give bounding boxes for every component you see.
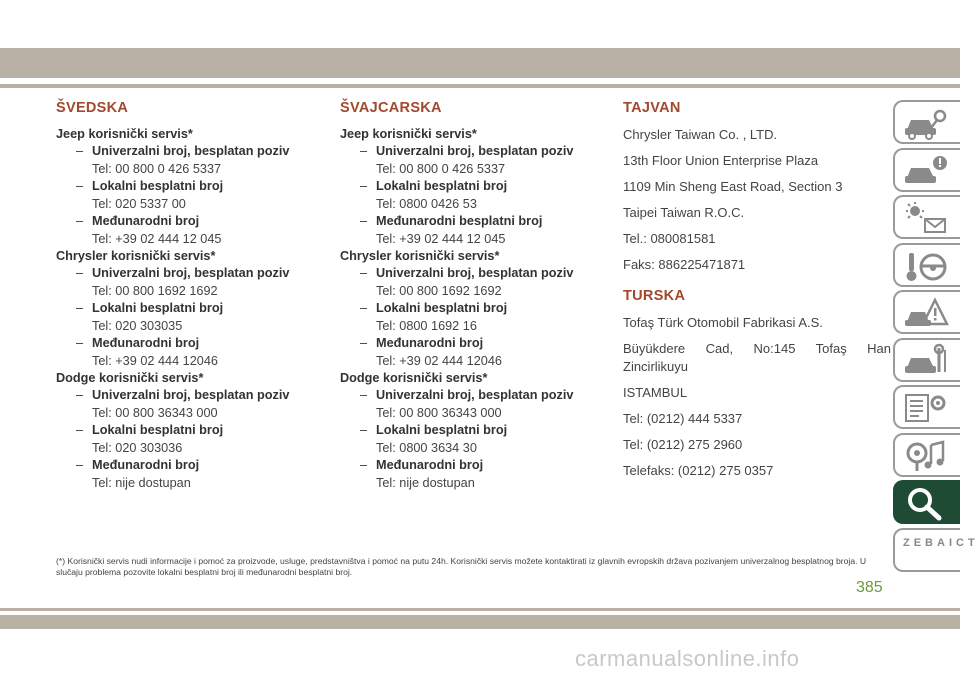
header-band bbox=[0, 48, 960, 78]
service-phone: Tel: 0800 0426 53 bbox=[376, 196, 477, 211]
service-phone: Tel: +39 02 444 12 045 bbox=[92, 231, 222, 246]
dash-bullet: – bbox=[360, 336, 368, 350]
car-warning-icon bbox=[903, 154, 949, 188]
section-taiwan-turkey bbox=[623, 100, 891, 488]
service-brand: Chrysler korisnički servis* bbox=[56, 249, 216, 263]
service-phone: Tel: 00 800 0 426 5337 bbox=[376, 161, 506, 176]
side-tab-nav bbox=[893, 100, 979, 575]
service-line-text: Međunarodni broj bbox=[92, 214, 200, 228]
turkey-address-line: Telefaks: (0212) 275 0357 bbox=[623, 463, 774, 478]
dash-bullet: – bbox=[76, 301, 84, 315]
service-line-text: Univerzalni broj, besplatan poziv bbox=[92, 388, 290, 402]
service-phone: Tel: +39 02 444 12046 bbox=[92, 353, 218, 368]
watermark: carmanualsonline.info bbox=[575, 646, 800, 671]
dash-bullet: – bbox=[360, 423, 368, 437]
car-wrench-icon bbox=[903, 344, 949, 378]
service-line-label bbox=[56, 213, 318, 231]
service-line-label bbox=[340, 265, 602, 283]
service-line-text: Lokalni besplatni broj bbox=[376, 301, 508, 315]
dash-bullet: – bbox=[360, 458, 368, 472]
dash-bullet: – bbox=[360, 144, 368, 158]
service-line-label bbox=[56, 265, 318, 283]
tab-multimedia-navigation[interactable] bbox=[893, 433, 960, 477]
service-line-text: Međunarodni broj bbox=[376, 458, 484, 472]
turkey-lines bbox=[623, 384, 891, 480]
service-line-text: Univerzalni broj, besplatan poziv bbox=[376, 144, 574, 158]
service-line-label bbox=[340, 422, 602, 440]
footer-rule bbox=[0, 608, 960, 611]
car-key-icon bbox=[903, 106, 949, 140]
service-phone: Tel: 020 303035 bbox=[92, 318, 183, 333]
turkey-address-line: ISTAMBUL bbox=[623, 385, 688, 400]
dashboard-lights-icon bbox=[903, 201, 949, 235]
service-phone: Tel: +39 02 444 12 045 bbox=[376, 231, 506, 246]
service-line-text: Lokalni besplatni broj bbox=[376, 179, 508, 193]
service-line-text: Lokalni besplatni broj bbox=[92, 301, 224, 315]
heading-sweden: ŠVEDSKA bbox=[56, 100, 129, 116]
service-line-label bbox=[340, 457, 602, 475]
footer-band bbox=[0, 615, 960, 629]
service-phone: Tel: 00 800 36343 000 bbox=[92, 405, 218, 420]
switzerland-groups bbox=[340, 126, 602, 492]
section-sweden bbox=[56, 100, 318, 492]
service-line-text: Međunarodni broj bbox=[92, 458, 200, 472]
service-line-label bbox=[56, 300, 318, 318]
service-brand: Dodge korisnički servis* bbox=[340, 371, 488, 385]
taiwan-lines bbox=[623, 126, 891, 274]
service-phone: Tel: 0800 1692 16 bbox=[376, 318, 477, 333]
service-phone: Tel: nije dostupan bbox=[92, 475, 191, 490]
dash-bullet: – bbox=[76, 336, 84, 350]
heading-switzerland: ŠVAJCARSKA bbox=[340, 100, 442, 116]
service-brand: Chrysler korisnički servis* bbox=[340, 249, 500, 263]
sweden-groups bbox=[56, 126, 318, 492]
service-line-text: Lokalni besplatni broj bbox=[376, 423, 508, 437]
dash-bullet: – bbox=[76, 179, 84, 193]
dash-bullet: – bbox=[360, 179, 368, 193]
tab-hazard-triangle[interactable] bbox=[893, 290, 960, 334]
specifications-gear-icon bbox=[903, 391, 949, 425]
service-phone: Tel: 00 800 1692 1692 bbox=[92, 283, 218, 298]
turkey-address-line-2: Zincirlikuyu bbox=[623, 359, 689, 374]
tab-dashboard-lights[interactable] bbox=[893, 195, 960, 239]
service-phone: Tel: 0800 3634 30 bbox=[376, 440, 477, 455]
service-phone: Tel: 020 303036 bbox=[92, 440, 183, 455]
taiwan-address-line: Tel.: 080081581 bbox=[623, 231, 716, 246]
tab-alphabetical-index[interactable] bbox=[893, 528, 979, 572]
dash-bullet: – bbox=[76, 266, 84, 280]
service-brand: Dodge korisnički servis* bbox=[56, 371, 204, 385]
dash-bullet: – bbox=[360, 388, 368, 402]
service-line-label bbox=[56, 457, 318, 475]
taiwan-address-line: Chrysler Taiwan Co. , LTD. bbox=[623, 127, 778, 142]
service-line-text: Lokalni besplatni broj bbox=[92, 423, 224, 437]
section-switzerland bbox=[340, 100, 602, 492]
service-brand: Jeep korisnički servis* bbox=[56, 127, 193, 141]
multimedia-navigation-icon bbox=[903, 439, 949, 473]
service-phone: Tel: 020 5337 00 bbox=[92, 196, 186, 211]
service-line-label bbox=[340, 300, 602, 318]
taiwan-address-line: 13th Floor Union Enterprise Plaza bbox=[623, 153, 819, 168]
tab-specifications[interactable] bbox=[893, 385, 960, 429]
service-line-label bbox=[56, 335, 318, 353]
service-brand: Jeep korisnički servis* bbox=[340, 127, 477, 141]
service-phone: Tel: 00 800 36343 000 bbox=[376, 405, 502, 420]
dash-bullet: – bbox=[76, 458, 84, 472]
service-line-text: Međunarodni broj bbox=[92, 336, 200, 350]
service-phone: Tel: 00 800 0 426 5337 bbox=[92, 161, 222, 176]
search-icon bbox=[903, 486, 949, 520]
header-rule bbox=[0, 84, 960, 88]
service-line-text: Lokalni besplatni broj bbox=[92, 179, 224, 193]
service-line-text: Međunarodni broj bbox=[376, 336, 484, 350]
service-line-label bbox=[56, 422, 318, 440]
service-line-label bbox=[340, 335, 602, 353]
service-line-label bbox=[340, 213, 602, 231]
service-line-text: Univerzalni broj, besplatan poziv bbox=[376, 388, 574, 402]
tab-car-wrench[interactable] bbox=[893, 338, 960, 382]
service-phone: Tel: 00 800 1692 1692 bbox=[376, 283, 502, 298]
service-line-label bbox=[56, 387, 318, 405]
taiwan-address-line: Faks: 886225471871 bbox=[623, 257, 746, 272]
hazard-triangle-icon bbox=[903, 296, 949, 330]
page-number: 385 bbox=[856, 579, 883, 596]
service-line-label bbox=[56, 143, 318, 161]
alphabetical-index-icon: ZEBAICT bbox=[903, 536, 979, 549]
tab-airbag-steering[interactable] bbox=[893, 243, 960, 287]
service-line-text: Univerzalni broj, besplatan poziv bbox=[376, 266, 574, 280]
service-phone: Tel: +39 02 444 12046 bbox=[376, 353, 502, 368]
tab-car-warning[interactable] bbox=[893, 148, 960, 192]
service-phone: Tel: nije dostupan bbox=[376, 475, 475, 490]
heading-turkey: TURSKA bbox=[623, 288, 686, 304]
heading-taiwan: TAJVAN bbox=[623, 100, 681, 116]
dash-bullet: – bbox=[76, 214, 84, 228]
turkey-address-line: Tel: (0212) 275 2960 bbox=[623, 437, 743, 452]
service-line-label bbox=[340, 178, 602, 196]
turkey-address-line-1: Büyükdere Cad, No:145 Tofaş Han bbox=[623, 341, 891, 356]
service-line-label bbox=[340, 387, 602, 405]
service-line-text: Univerzalni broj, besplatan poziv bbox=[92, 144, 290, 158]
service-line-text: Međunarodni besplatni broj bbox=[376, 214, 543, 228]
dash-bullet: – bbox=[360, 266, 368, 280]
service-line-label bbox=[56, 178, 318, 196]
taiwan-address-line: Taipei Taiwan R.O.C. bbox=[623, 205, 745, 220]
airbag-steering-icon bbox=[903, 249, 949, 283]
footnote: (*) Korisnički servis nudi informacije i pomoć za proizvode, usluge, predstavništva i pomoć na putu 24h. Korisnički servis možete kontaktirati iz glavnih evropskih država pozivanjem univerzalnog besplatnog broja. U slučaju problema pozovite lokalni besplatni broj ili međunarodni besplatni broj. bbox=[56, 556, 867, 577]
turkey-company: Tofaş Türk Otomobil Fabrikasi A.S. bbox=[623, 315, 823, 330]
tab-car-key[interactable] bbox=[893, 100, 960, 144]
turkey-address-line: Tel: (0212) 444 5337 bbox=[623, 411, 743, 426]
service-line-label bbox=[340, 143, 602, 161]
taiwan-address-line: 1109 Min Sheng East Road, Section 3 bbox=[623, 179, 843, 194]
tab-search[interactable] bbox=[893, 480, 960, 524]
dash-bullet: – bbox=[360, 301, 368, 315]
dash-bullet: – bbox=[76, 423, 84, 437]
dash-bullet: – bbox=[76, 144, 84, 158]
dash-bullet: – bbox=[360, 214, 368, 228]
dash-bullet: – bbox=[76, 388, 84, 402]
service-line-text: Univerzalni broj, besplatan poziv bbox=[92, 266, 290, 280]
